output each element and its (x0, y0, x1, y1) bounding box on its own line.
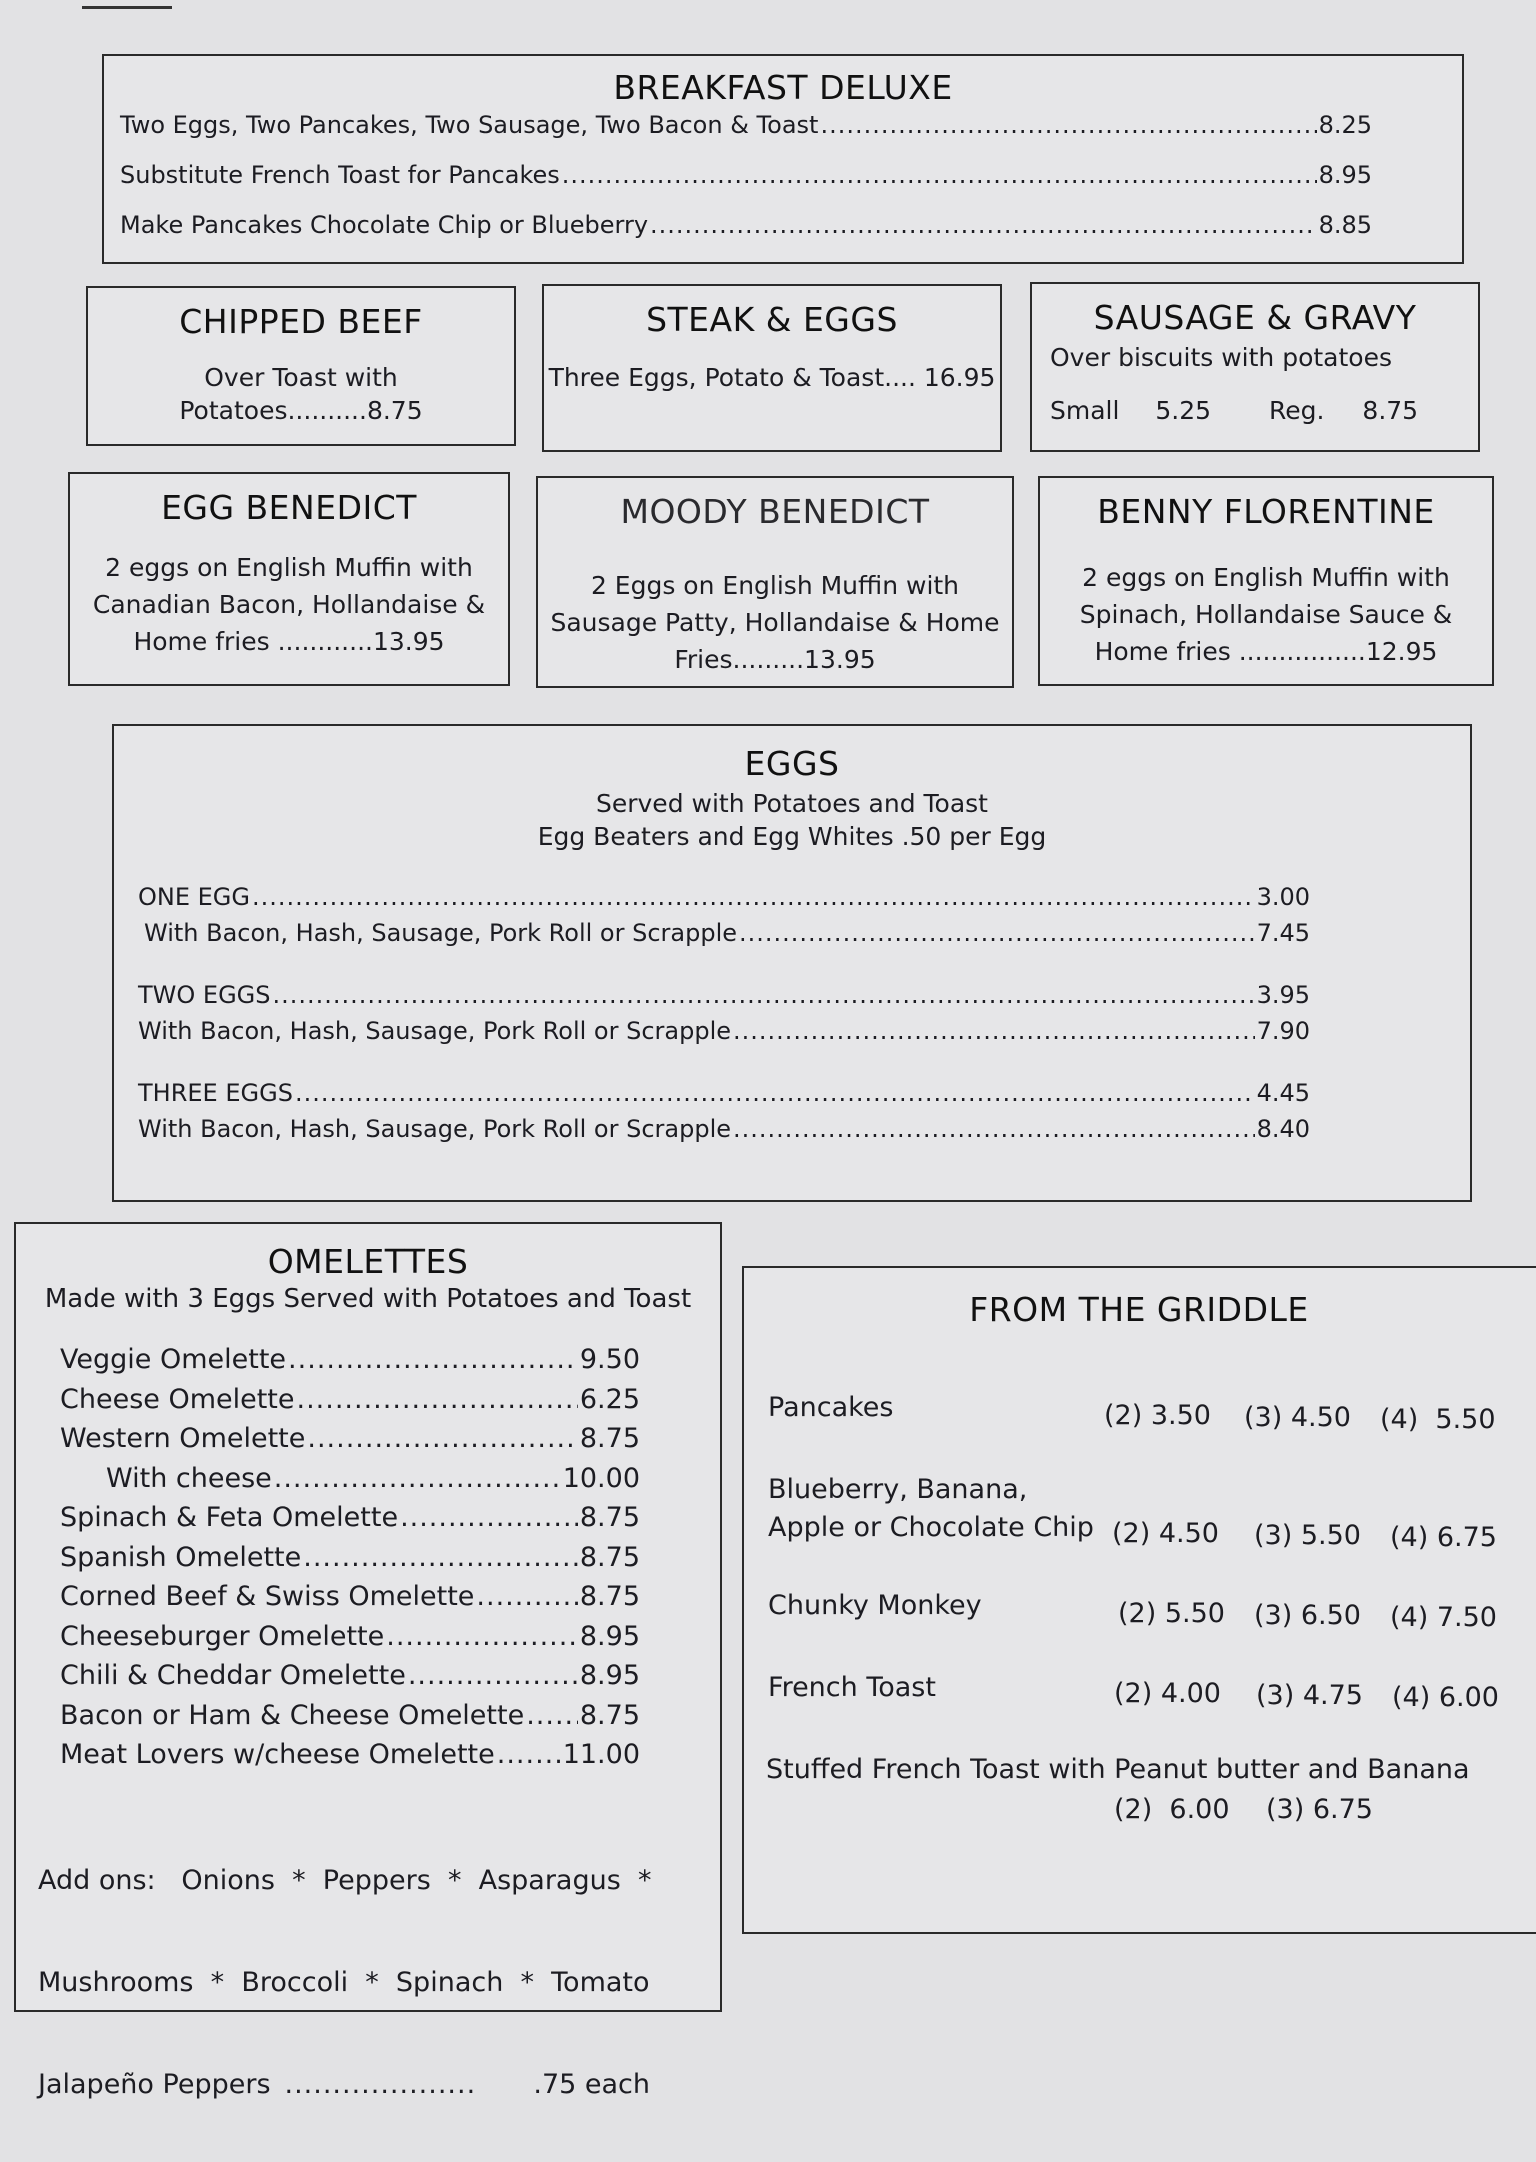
dot-leader (739, 919, 1255, 947)
item-price: 3.95 (1256, 981, 1310, 1009)
item-name: Cheeseburger Omelette (60, 1620, 385, 1652)
item-name: With cheese (106, 1462, 272, 1494)
menu-item (60, 1384, 640, 1424)
item-name: Corned Beef & Swiss Omelette (60, 1581, 475, 1612)
dot-leader (650, 211, 1317, 239)
menu-item (60, 1700, 640, 1740)
sausage-gravy-sizes (1050, 396, 1478, 425)
dot-leader (303, 1542, 578, 1573)
menu-item (60, 1423, 640, 1463)
addons-line3 (38, 2069, 680, 2100)
item-name: Bacon or Ham & Cheese Omelette (60, 1699, 525, 1731)
chipped-beef-line1: Over Toast with (204, 363, 398, 392)
dot-leader (285, 2069, 475, 2100)
dot-leader (400, 1502, 578, 1533)
item-name: THREE EGGS (138, 1079, 293, 1107)
steak-eggs-box (542, 284, 1002, 452)
item-name: Substitute French Toast for Pancakes (120, 161, 560, 189)
reg-label: Reg. (1269, 396, 1325, 425)
menu-item (60, 1581, 640, 1621)
menu-item (120, 111, 1372, 139)
item-price: 6.25 (579, 1383, 640, 1415)
item-price: 8.75 (579, 1502, 640, 1533)
item-price: 8.95 (579, 1660, 640, 1691)
egg-benedict-box (68, 472, 510, 686)
addon-name: Jalapeño Peppers (38, 2068, 271, 2100)
sausage-gravy-line1: Over biscuits with potatoes (1050, 343, 1393, 372)
benny-florentine-box (1038, 476, 1494, 686)
item-name: Western Omelette (60, 1423, 306, 1454)
item-name: Two Eggs, Two Pancakes, Two Sausage, Two Bacon & Toast (120, 111, 819, 139)
egg-benedict-title: EGG BENEDICT (161, 488, 417, 527)
item-price: 7.45 (1256, 919, 1310, 947)
pancakes-price-2: (2) 3.50 (1104, 1400, 1211, 1431)
moody-benedict-line1: 2 Eggs on English Muffin with (590, 571, 960, 600)
dot-leader (820, 111, 1316, 139)
item-price: 8.75 (579, 1423, 640, 1454)
moody-benedict-line2: Sausage Patty, Hollandaise & Home (550, 608, 1000, 637)
dot-leader (307, 1423, 578, 1454)
fruit-price-4: (4) 6.75 (1390, 1522, 1497, 1553)
item-name: Veggie Omelette (60, 1344, 287, 1375)
egg-benedict-line1: 2 eggs on English Muffin with (105, 553, 473, 582)
item-price: 11.00 (562, 1739, 640, 1770)
top-rule (82, 6, 172, 9)
breakfast-deluxe-box (102, 54, 1464, 264)
menu-item (138, 1115, 1310, 1143)
addon-price: .75 each (533, 2068, 650, 2100)
egg-benedict-line3: Home fries ............13.95 (133, 627, 445, 656)
chipped-beef-title: CHIPPED BEEF (179, 302, 423, 341)
fruit-pancakes-name1: Blueberry, Banana, (768, 1474, 1028, 1505)
menu-item (60, 1542, 640, 1582)
moody-benedict-box (536, 476, 1014, 688)
pancakes-price-4: (4) 5.50 (1380, 1404, 1496, 1435)
dot-leader (526, 1700, 578, 1731)
griddle-box (742, 1266, 1536, 1934)
dot-leader (497, 1739, 561, 1770)
breakfast-deluxe-title: BREAKFAST DELUXE (613, 68, 953, 107)
dot-leader (274, 1463, 561, 1494)
item-name: Meat Lovers w/cheese Omelette (60, 1739, 495, 1770)
french-toast-name: French Toast (768, 1672, 936, 1703)
monkey-price-3: (3) 6.50 (1254, 1600, 1361, 1631)
benny-florentine-line1: 2 eggs on English Muffin with (1082, 563, 1450, 592)
omelettes-box (14, 1222, 722, 2100)
fruit-price-2: (2) 4.50 (1112, 1518, 1219, 1549)
item-name: With Bacon, Hash, Sausage, Pork Roll or Scrapple (138, 1017, 732, 1045)
dot-leader (273, 981, 1255, 1009)
menu-item (138, 1079, 1310, 1107)
moody-benedict-title: MOODY BENEDICT (620, 492, 930, 531)
benny-florentine-line3: Home fries ................12.95 (1094, 637, 1438, 666)
chunky-monkey-name: Chunky Monkey (768, 1590, 982, 1621)
item-price: 10.00 (562, 1462, 640, 1494)
dot-leader (288, 1344, 578, 1375)
dot-leader (408, 1660, 578, 1691)
item-price: 9.50 (579, 1344, 640, 1375)
small-price: 5.25 (1155, 396, 1212, 425)
item-price: 8.95 (1318, 161, 1372, 189)
item-name: Cheese Omelette (60, 1383, 295, 1415)
item-price: 8.75 (579, 1699, 640, 1731)
chipped-beef-line2: Potatoes..........8.75 (179, 396, 423, 425)
menu-item (138, 981, 1310, 1009)
eggs-title: EGGS (744, 744, 840, 783)
item-price: 7.90 (1256, 1017, 1310, 1045)
item-name: Chili & Cheddar Omelette (60, 1660, 406, 1691)
pancakes-price-3: (3) 4.50 (1244, 1402, 1351, 1433)
reg-price: 8.75 (1362, 396, 1419, 425)
omelettes-sub: Made with 3 Eggs Served with Potatoes and Toast (44, 1284, 692, 1314)
stuffed-french-toast-name: Stuffed French Toast with Peanut butter and Banana (766, 1754, 1470, 1785)
item-name: TWO EGGS (138, 981, 271, 1009)
dot-leader (733, 1115, 1255, 1143)
dot-leader (297, 1384, 578, 1415)
small-label: Small (1050, 396, 1120, 425)
fruit-pancakes-name2: Apple or Chocolate Chip (768, 1512, 1094, 1543)
fruit-price-3: (3) 5.50 (1254, 1520, 1361, 1551)
menu-item (60, 1660, 640, 1700)
dot-leader (252, 883, 1255, 911)
item-name: With Bacon, Hash, Sausage, Pork Roll or Scrapple (138, 1115, 732, 1143)
addons-line1: Add ons: Onions * Peppers * Asparagus * (38, 1864, 652, 1896)
menu-item (120, 211, 1372, 239)
steak-eggs-title: STEAK & EGGS (646, 300, 898, 339)
item-price: 8.85 (1318, 211, 1372, 239)
dot-leader (476, 1581, 577, 1612)
dot-leader (386, 1621, 578, 1652)
item-price: 8.75 (579, 1581, 640, 1612)
steak-eggs-line1: Three Eggs, Potato & Toast.... 16.95 (548, 363, 996, 392)
item-price: 3.00 (1256, 883, 1310, 911)
french-price-3: (3) 4.75 (1256, 1680, 1363, 1711)
menu-item (60, 1621, 640, 1661)
menu-item (60, 1344, 640, 1384)
moody-benedict-line3: Fries.........13.95 (674, 645, 876, 674)
menu-item (60, 1463, 640, 1503)
eggs-box (112, 724, 1472, 1202)
item-name: ONE EGG (138, 883, 250, 911)
item-name: With Bacon, Hash, Sausage, Pork Roll or Scrapple (144, 919, 738, 947)
french-price-2: (2) 4.00 (1114, 1678, 1221, 1709)
egg-benedict-line2: Canadian Bacon, Hollandaise & (92, 590, 486, 619)
addons-line2: Mushrooms * Broccoli * Spinach * Tomato (38, 1966, 650, 1998)
menu-item (138, 919, 1310, 947)
stuffed-price-3: (3) 6.75 (1266, 1794, 1373, 1825)
griddle-title: FROM THE GRIDDLE (969, 1290, 1309, 1329)
menu-item (138, 1017, 1310, 1045)
item-name: Make Pancakes Chocolate Chip or Blueberry (120, 211, 649, 239)
monkey-price-2: (2) 5.50 (1118, 1598, 1225, 1629)
item-price: 4.45 (1256, 1079, 1310, 1107)
eggs-sub2: Egg Beaters and Egg Whites .50 per Egg (537, 822, 1047, 851)
benny-florentine-line2: Spinach, Hollandaise Sauce & (1079, 600, 1453, 629)
item-price: 8.95 (579, 1620, 640, 1652)
sausage-gravy-title: SAUSAGE & GRAVY (1093, 298, 1417, 337)
dot-leader (733, 1017, 1255, 1045)
menu-item (60, 1739, 640, 1779)
eggs-sub1: Served with Potatoes and Toast (595, 789, 988, 818)
item-price: 8.25 (1318, 111, 1372, 139)
dot-leader (562, 161, 1317, 189)
item-price: 8.40 (1256, 1115, 1310, 1143)
item-name: Spanish Omelette (60, 1541, 302, 1573)
chipped-beef-box (86, 286, 516, 446)
french-price-4: (4) 6.00 (1392, 1682, 1499, 1713)
benny-florentine-title: BENNY FLORENTINE (1097, 492, 1435, 531)
item-name: Spinach & Feta Omelette (60, 1502, 399, 1533)
sausage-gravy-box (1030, 282, 1480, 452)
dot-leader (295, 1079, 1255, 1107)
monkey-price-4: (4) 7.50 (1390, 1602, 1497, 1633)
pancakes-name: Pancakes (768, 1392, 894, 1423)
menu-item (138, 883, 1310, 911)
omelettes-title: OMELETTES (267, 1242, 469, 1281)
menu-item (60, 1502, 640, 1542)
item-price: 8.75 (579, 1541, 640, 1573)
menu-item (120, 161, 1372, 189)
stuffed-price-2: (2) 6.00 (1114, 1794, 1230, 1825)
